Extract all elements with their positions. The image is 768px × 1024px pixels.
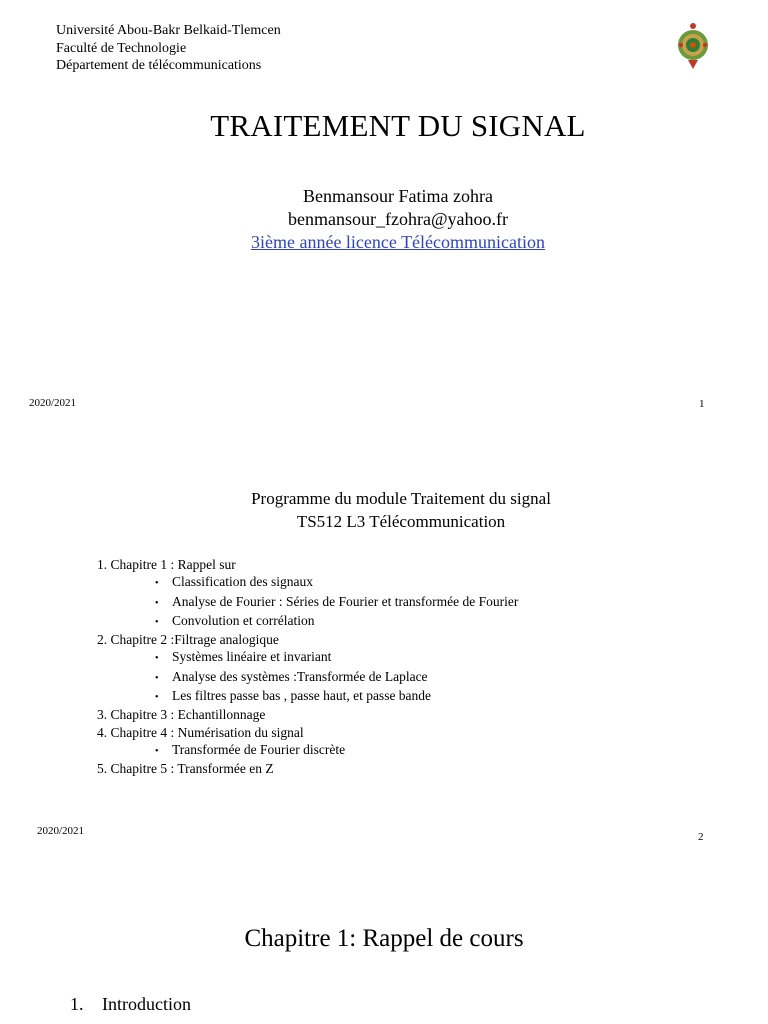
university-name: Université Abou-Bakr Belkaid-Tlemcen bbox=[56, 23, 281, 38]
footer-year: 2020/2021 bbox=[37, 825, 85, 837]
bullet-icon: • bbox=[155, 597, 159, 609]
section-title: Introduction bbox=[102, 994, 191, 1014]
author-block bbox=[0, 185, 768, 254]
subtopic-item bbox=[97, 648, 518, 667]
subtopic-label: Analyse des systèmes :Transformée de Laplace bbox=[172, 668, 428, 684]
chapter-item: 3. Chapitre 3 : Echantillonnage bbox=[97, 707, 266, 723]
bullet-icon: • bbox=[155, 578, 159, 590]
university-emblem-icon bbox=[676, 22, 710, 70]
bullet-icon: • bbox=[155, 616, 159, 628]
subtopic-label: Analyse de Fourier : Séries de Fourier et transformée de Fourier bbox=[172, 593, 519, 609]
page-number: 1 bbox=[699, 398, 705, 410]
chapter-item: 5. Chapitre 5 : Transformée en Z bbox=[97, 761, 274, 777]
chapter-item: 2. Chapitre 2 :Filtrage analogique bbox=[97, 632, 279, 648]
subtopic-item bbox=[97, 687, 518, 706]
subtopic-label: Convolution et corrélation bbox=[172, 612, 315, 628]
level-link[interactable]: 3ième année licence Télécommunication bbox=[250, 232, 546, 252]
section-heading bbox=[70, 994, 191, 1015]
subtopic-label: Transformée de Fourier discrète bbox=[172, 741, 346, 757]
bullet-icon: • bbox=[155, 745, 159, 757]
department-name: Département de télécommunications bbox=[56, 58, 262, 73]
subtopic-item bbox=[97, 741, 518, 760]
chapter-item: 4. Chapitre 4 : Numérisation du signal bbox=[97, 724, 304, 740]
chapter-title: Chapitre 1: Rappel de cours bbox=[244, 925, 524, 952]
subtopic-item bbox=[97, 612, 518, 631]
program-title bbox=[0, 487, 768, 533]
subtopic-item bbox=[97, 668, 518, 687]
program-title-line2: TS512 L3 Télécommunication bbox=[296, 512, 506, 531]
page-number: 2 bbox=[698, 831, 704, 843]
program-title-line1: Programme du module Traitement du signal bbox=[251, 489, 551, 508]
subtopic-label: Classification des signaux bbox=[172, 574, 313, 590]
footer-year: 2020/2021 bbox=[29, 397, 77, 409]
author-name: Benmansour Fatima zohra bbox=[303, 186, 493, 206]
author-email: benmansour_fzohra@yahoo.fr bbox=[288, 209, 508, 229]
subtopic-item bbox=[97, 593, 518, 612]
subtopic-label: Les filtres passe bas , passe haut, et passe bande bbox=[172, 688, 432, 704]
faculty-name: Faculté de Technologie bbox=[56, 40, 187, 56]
subtopic-item bbox=[97, 573, 518, 592]
institution-header bbox=[56, 22, 281, 75]
bullet-icon: • bbox=[155, 672, 159, 684]
subtopic-label: Systèmes linéaire et invariant bbox=[172, 649, 332, 665]
bullet-icon: • bbox=[155, 692, 159, 704]
document-title: TRAITEMENT DU SIGNAL bbox=[210, 108, 586, 143]
section-number: 1. bbox=[70, 994, 84, 1014]
bullet-icon: • bbox=[155, 653, 159, 665]
chapter-item: 1. Chapitre 1 : Rappel sur bbox=[97, 557, 236, 572]
chapter-list bbox=[97, 556, 518, 778]
